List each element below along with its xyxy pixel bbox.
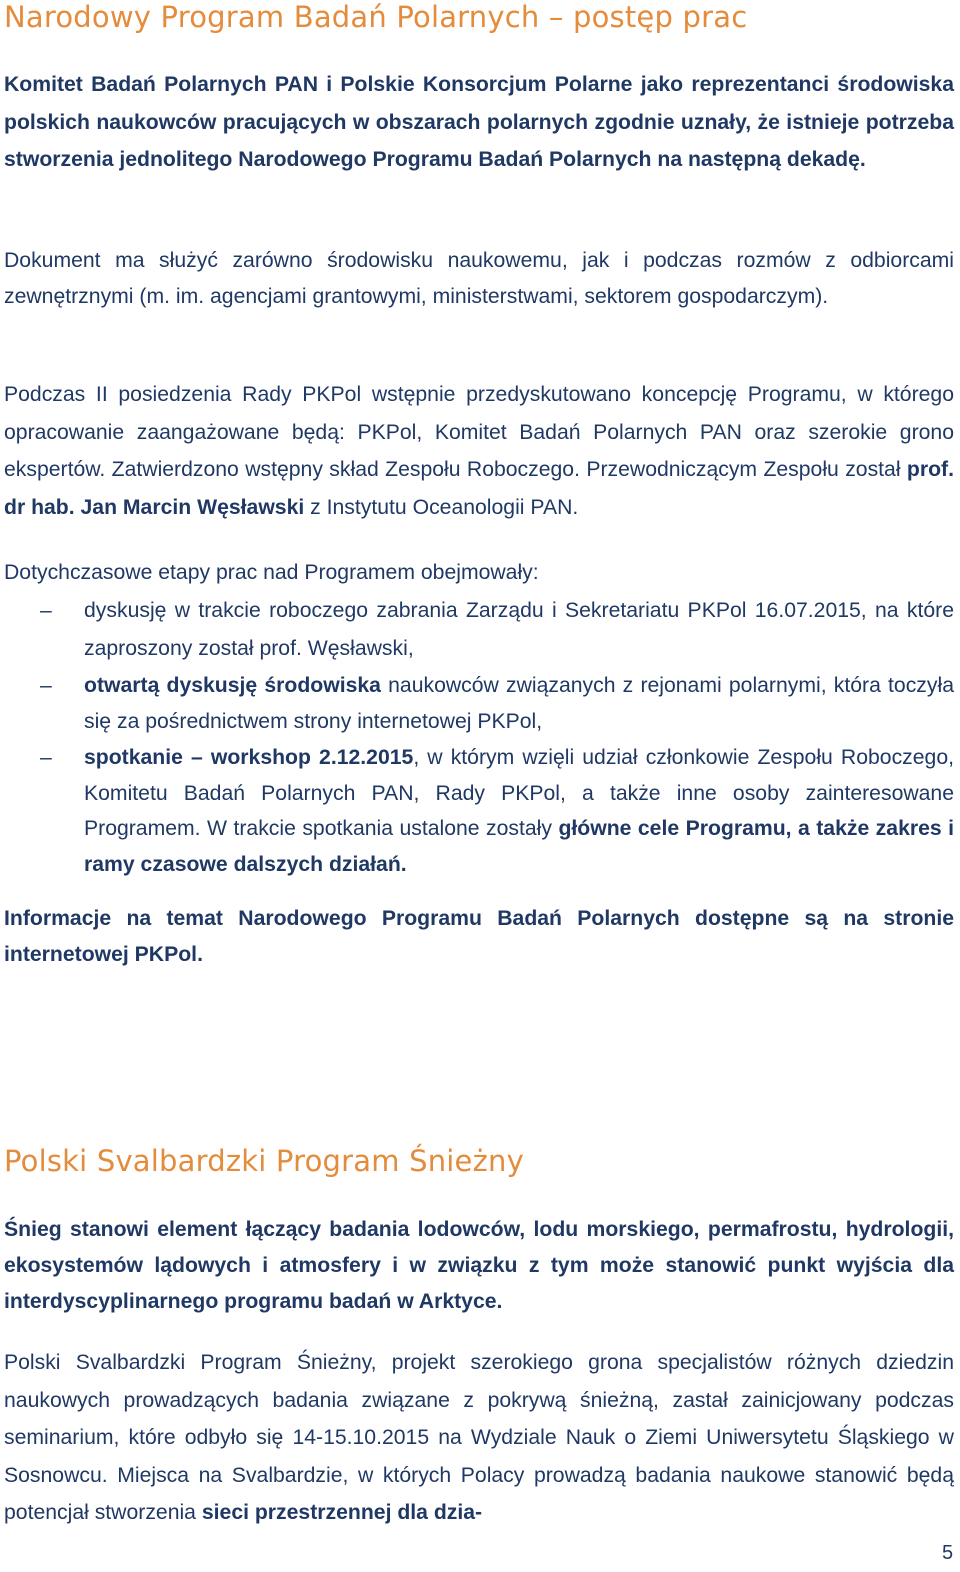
section-heading-npbp: Narodowy Program Badań Polarnych – postęp prac [4,0,748,34]
rada-meeting-paragraph: Podczas II posiedzenia Rady PKPol wstępnie przedyskutowano koncepcję Programu, w którego opracowanie zaangażowane będą: PKPol, Komitet Badań Polarnych PAN oraz szerokie grono ekspertów. Zatwierdzono wstępny skład Zespołu Roboczego. Przewodniczącym Zespołu został prof. dr hab. Jan Marcin Węsławski z Instytutu Oceanologii PAN. [4,383,954,519]
stages-intro: Dotychczasowe etapy prac nad Programem obejmowały: [4,561,539,584]
page-number: 5 [942,1542,954,1564]
section-heading-snow-program: Polski Svalbardzki Program Śnieżny [4,1144,524,1178]
snow-intro-paragraph-bold: Śnieg stanowi element łączący badania lodowców, lodu morskiego, permafrostu, hydrologii, ekosystemów lądowych i atmosfery i w związku z tym może stanowić punkt wyjścia dla interdyscyplinarnego programu badań w Arktyce. [4,1218,954,1313]
document-purpose-paragraph: Dokument ma służyć zarówno środowisku naukowemu, jak i podczas rozmów z odbiorcami zewnętrznymi (m. im. agencjami grantowymi, ministerstwami, sektorem gospodarczym). [4,249,954,308]
snow-program-paragraph: Polski Svalbardzki Program Śnieżny, projekt szerokiego grona specjalistów różnych dziedzin naukowych prowadzących badania związane z pokrywą śnieżną, zastał zainicjowany podczas seminarium, które odbyło się 14-15.10.2015 na Wydziale Nauk o Ziemi Uniwersytetu Śląskiego w Sosnowcu. Miejsca na Svalbardzie, w których Polacy prowadzą badania naukowe stanowić będą potencjał stworzenia sieci przestrzennej dla dzia- [4,1351,954,1524]
list-item: – dyskusję w trakcie roboczego zabrania Zarządu i Sekretariatu PKPol 16.07.2015, na które zaproszony został prof. Węsławski, [4,592,954,668]
dash-bullet: – [40,674,52,697]
dash-bullet: – [40,599,52,622]
dash-bullet: – [40,746,52,769]
list-item: – spotkanie – workshop 2.12.2015, w którym wzięli udział członkowie Zespołu Roboczego, Komitetu Badań Polarnych PAN, Rady PKPol, a także inne osoby zainteresowane Programem. W trakcie spotkania ustalone zostały główne cele Programu, a także zakres i ramy czasowe dalszych działań. [4,740,954,882]
list-item: – otwartą dyskusję środowiska naukowców związanych z rejonami polarnymi, która toczyła się za pośrednictwem strony internetowej PKPol, [4,668,954,740]
intro-paragraph-bold: Komitet Badań Polarnych PAN i Polskie Konsorcjum Polarne jako reprezentanci środowiska polskich naukowców pracujących w obszarach polarnych zgodnie uznały, że istnieje potrzeba stworzenia jednolitego Narodowego Programu Badań Polarnych na następną dekadę. [4,73,954,171]
info-paragraph-bold: Informacje na temat Narodowego Programu Badań Polarnych dostępne są na stronie internetowej PKPol. [4,907,954,966]
stages-list [4,592,954,882]
